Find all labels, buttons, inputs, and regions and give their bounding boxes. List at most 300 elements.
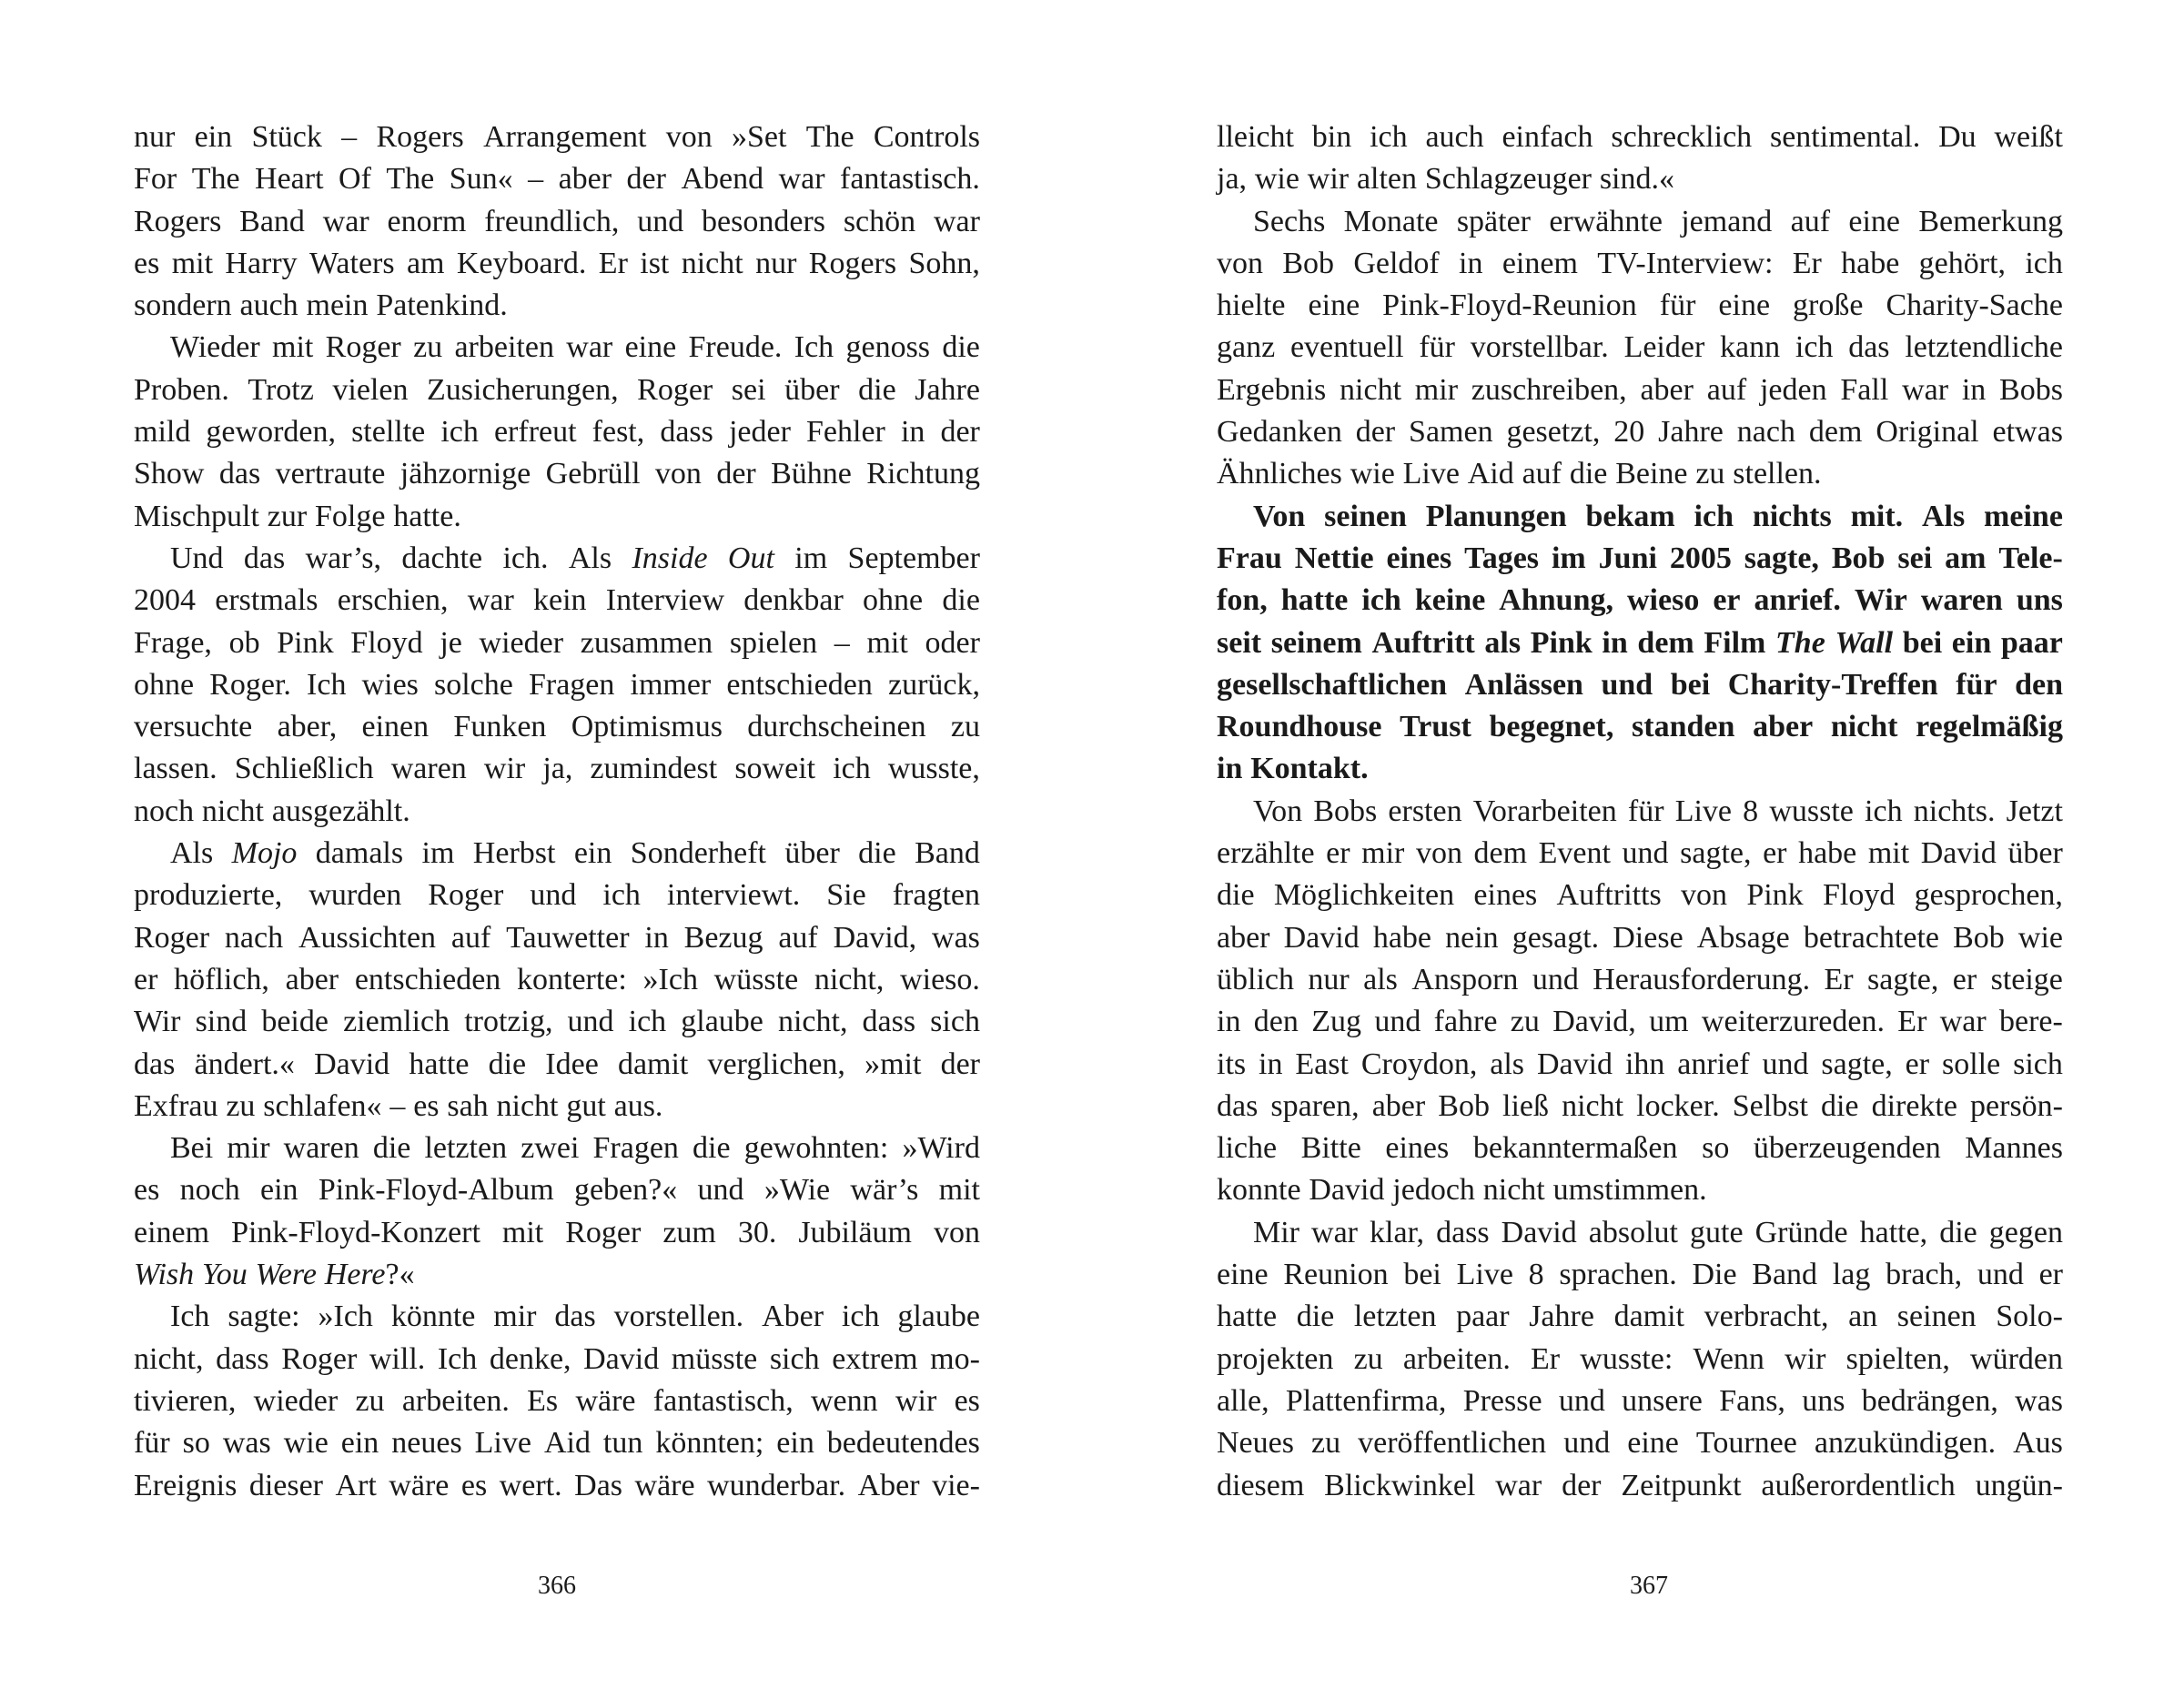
- word: Pink-Floyd-Konzert: [231, 1215, 480, 1249]
- word: absolut: [1588, 1215, 1678, 1249]
- word: Here?«: [324, 1258, 415, 1292]
- word: Bei: [170, 1131, 214, 1166]
- word: damit: [1613, 1300, 1684, 1334]
- word: Bob: [1831, 541, 1886, 575]
- text-line: [1217, 622, 2063, 664]
- text-line: [134, 1128, 980, 1169]
- word: Ansporn: [1411, 962, 1519, 996]
- word: fragten: [892, 878, 980, 913]
- word: vorstellen.: [613, 1300, 744, 1334]
- text-line: [134, 1422, 980, 1464]
- word: von: [654, 457, 702, 491]
- word: zurück,: [887, 667, 980, 702]
- word: extrem: [832, 1341, 918, 1376]
- word: das: [1217, 1088, 1259, 1123]
- text-line: [134, 1044, 980, 1086]
- word: mit: [272, 330, 314, 365]
- word: aber: [1217, 920, 1270, 955]
- word: Optimismus: [571, 710, 723, 744]
- word: Inside: [632, 541, 708, 575]
- word: September: [847, 541, 980, 575]
- word: standen: [1632, 710, 1735, 744]
- word: dass: [1436, 1215, 1490, 1249]
- word: kann: [1720, 330, 1781, 365]
- word: East: [1295, 1047, 1349, 1081]
- word: umstimmen.: [1552, 1173, 1707, 1208]
- word: Ich: [307, 667, 347, 702]
- word: für: [1419, 330, 1455, 365]
- text-line: [1217, 1086, 2063, 1128]
- word: die: [1296, 1300, 1335, 1334]
- word: wie: [1350, 457, 1395, 491]
- word: Zusicherungen,: [427, 372, 619, 407]
- text-line: [1217, 791, 2063, 833]
- word: der: [1562, 1468, 1602, 1502]
- word: lag: [1832, 1258, 1871, 1292]
- word: bedeutendes: [826, 1426, 980, 1461]
- text-line: [134, 116, 980, 158]
- word: eines: [1473, 878, 1538, 913]
- word: Freude.: [688, 330, 783, 365]
- word: war: [467, 583, 514, 618]
- word: Aussichten: [298, 920, 437, 955]
- word: Möglichkeiten: [1273, 878, 1455, 913]
- word: Roger: [325, 330, 401, 365]
- word: paar: [2000, 625, 2063, 660]
- word: Sechs: [1253, 204, 1326, 238]
- word: fahre: [1433, 1005, 1498, 1039]
- word: konterte:: [517, 962, 627, 996]
- word: Pink: [1530, 625, 1592, 660]
- word: und: [1977, 1258, 2024, 1292]
- word: Rogers: [134, 204, 222, 238]
- word: in: [644, 920, 669, 955]
- word: damals: [315, 836, 404, 871]
- word: nicht,: [777, 1005, 848, 1039]
- word: auch: [239, 288, 298, 323]
- word: ließ: [1502, 1088, 1550, 1123]
- word: denke,: [489, 1341, 571, 1376]
- word: Mir: [1253, 1215, 1299, 1249]
- word: etwas: [1992, 415, 2063, 450]
- word: sich: [769, 1341, 820, 1376]
- word: von: [1217, 246, 1263, 280]
- word: das: [218, 457, 261, 491]
- word: Wenn: [1693, 1341, 1764, 1376]
- word: ja,: [1217, 162, 1248, 197]
- word: war: [1902, 372, 1949, 407]
- word: Rogers: [808, 246, 897, 280]
- word: mo-: [930, 1341, 980, 1376]
- word: mir: [1414, 372, 1459, 407]
- word: Sonderheft: [630, 836, 766, 871]
- word: bedrängen,: [1861, 1383, 1998, 1418]
- word: waren: [1920, 583, 2003, 618]
- word: je: [440, 625, 462, 660]
- text-line: [134, 664, 980, 706]
- word: Jubiläum: [798, 1215, 912, 1249]
- word: dem: [1473, 836, 1528, 871]
- word: Were: [255, 1258, 317, 1292]
- word: ich: [841, 1300, 880, 1334]
- word: und: [1762, 1047, 1809, 1081]
- word: üblich: [1217, 962, 1294, 996]
- word: als: [1363, 962, 1398, 996]
- word: Idee: [545, 1047, 599, 1081]
- word: Absage: [1696, 920, 1790, 955]
- word: Pink-Floyd-Reunion: [1382, 288, 1637, 323]
- word: erschien,: [337, 583, 449, 618]
- word: erstmals: [215, 583, 318, 618]
- word: David: [1501, 1215, 1577, 1249]
- word: Band: [239, 204, 305, 238]
- word: 2004: [134, 583, 196, 618]
- word: war: [933, 204, 980, 238]
- word: Ich: [170, 1300, 210, 1334]
- word: nein: [1445, 920, 1499, 955]
- word: Es: [527, 1383, 559, 1418]
- word: Roger: [565, 1215, 642, 1249]
- word: Band: [915, 836, 980, 871]
- word: nicht: [681, 246, 743, 280]
- word: aber: [285, 962, 339, 996]
- word: direkte: [1871, 1088, 1957, 1123]
- word: auf: [1706, 372, 1747, 407]
- word: und: [1532, 962, 1579, 996]
- word: ich: [2025, 246, 2063, 280]
- word: wusste: [1769, 794, 1854, 828]
- word: wieso: [1627, 583, 1700, 618]
- word: gesagt.: [1512, 920, 1600, 955]
- word: zum: [662, 1215, 716, 1249]
- word: in: [1459, 246, 1483, 280]
- word: schrecklich: [1611, 120, 1753, 154]
- word: wurden: [308, 878, 402, 913]
- word: bekam: [1585, 499, 1675, 533]
- word: seinem: [1270, 625, 1362, 660]
- text-line: [134, 496, 980, 538]
- word: es: [134, 1173, 160, 1208]
- word: der: [716, 457, 756, 491]
- word: Proben.: [134, 372, 229, 407]
- word: mit.: [1850, 499, 1904, 533]
- word: sei: [1897, 541, 1933, 575]
- word: Als: [170, 836, 214, 871]
- word: an: [1848, 1300, 1878, 1334]
- word: er: [1326, 836, 1350, 871]
- word: dachte: [401, 541, 483, 575]
- word: unsere: [1622, 1383, 1703, 1418]
- word: glaube: [897, 1300, 980, 1334]
- word: dass: [216, 1341, 269, 1376]
- word: David,: [833, 920, 917, 955]
- word: sentimental.: [1769, 120, 1921, 154]
- word: es: [413, 1088, 440, 1123]
- text-line: [1217, 917, 2063, 959]
- word: die: [1217, 878, 1255, 913]
- word: Roger.: [209, 667, 291, 702]
- word: Tele-: [1998, 541, 2063, 575]
- word: Floyd: [1822, 878, 1896, 913]
- word: mein: [306, 288, 369, 323]
- word: einen: [361, 710, 430, 744]
- word: David,: [1552, 1005, 1636, 1039]
- word: auf: [1790, 204, 1831, 238]
- word: bin: [1311, 120, 1352, 154]
- word: wie: [283, 1426, 329, 1461]
- text-line: [134, 1254, 980, 1296]
- word: habe: [1372, 920, 1432, 955]
- word: das: [1848, 330, 1890, 365]
- word: persön-: [1970, 1088, 2063, 1123]
- word: Roundhouse: [1217, 710, 1382, 744]
- word: eine: [1217, 1258, 1269, 1292]
- word: David: [1920, 836, 1997, 871]
- word: Anlässen: [1464, 667, 1583, 702]
- word: Roger: [134, 920, 210, 955]
- word: David: [1309, 1173, 1385, 1208]
- word: Wir: [1854, 583, 1907, 618]
- word: kein: [533, 583, 587, 618]
- word: war’s,: [305, 541, 382, 575]
- word: Tauwetter: [506, 920, 630, 955]
- word: mit: [501, 1215, 544, 1249]
- word: Live: [1402, 457, 1460, 491]
- word: weißt: [1994, 120, 2063, 154]
- word: its: [1217, 1047, 1247, 1081]
- word: jemand: [1681, 204, 1773, 238]
- word: wir: [1307, 162, 1350, 197]
- word: zusammen: [580, 625, 713, 660]
- word: zur: [267, 499, 308, 533]
- word: Auftritts: [1556, 878, 1662, 913]
- text-line: [1217, 959, 2063, 1001]
- word: nicht: [496, 1088, 559, 1123]
- word: neues: [391, 1426, 462, 1461]
- word: Bitte: [1300, 1131, 1361, 1166]
- word: bekanntermaßen: [1472, 1131, 1678, 1166]
- word: er: [1952, 962, 1977, 996]
- word: den: [1253, 1005, 1299, 1039]
- word: nur: [755, 246, 797, 280]
- text-line: [134, 706, 980, 748]
- word: von: [665, 120, 713, 154]
- word: Jahre: [1529, 1300, 1594, 1334]
- word: Sun«: [449, 162, 513, 197]
- word: Mischpult: [134, 499, 259, 533]
- text-line: [1217, 1001, 2063, 1043]
- word: spielen: [729, 625, 818, 660]
- word: hatte: [1280, 583, 1349, 618]
- word: zu: [1695, 457, 1725, 491]
- word: soweit: [734, 752, 816, 786]
- text-line: [1217, 580, 2063, 622]
- word: Tages: [1464, 541, 1540, 575]
- word: The: [386, 162, 435, 197]
- word: aber: [558, 162, 612, 197]
- word: Roger: [281, 1341, 358, 1376]
- word: nur: [1308, 962, 1350, 996]
- word: freundlich,: [484, 204, 620, 238]
- word: gegen: [1988, 1215, 2063, 1249]
- word: Funken: [453, 710, 547, 744]
- word: jähzornige: [399, 457, 531, 491]
- word: wieso.: [900, 962, 980, 996]
- word: habe: [1841, 246, 1900, 280]
- word: ich.: [502, 541, 549, 575]
- word: ich: [1865, 794, 1903, 828]
- word: nichts: [1752, 499, 1832, 533]
- word: wir: [895, 1383, 937, 1418]
- word: ich: [1361, 583, 1401, 618]
- word: ändert.«: [194, 1047, 295, 1081]
- word: Die: [1692, 1258, 1737, 1292]
- word: Band: [1752, 1258, 1818, 1292]
- word: große: [1793, 288, 1864, 323]
- word: ich: [1694, 499, 1734, 533]
- word: locker.: [1636, 1088, 1720, 1123]
- word: wäre: [634, 1468, 695, 1502]
- word: oder: [925, 625, 980, 660]
- text-line: [134, 748, 980, 790]
- word: ein: [260, 1173, 298, 1208]
- word: die: [372, 1131, 411, 1166]
- word: Bemerkung: [1918, 204, 2063, 238]
- word: uns: [2016, 583, 2063, 618]
- word: –: [834, 625, 850, 660]
- word: Sie: [826, 878, 866, 913]
- word: und: [1601, 667, 1653, 702]
- word: vielen: [332, 372, 409, 407]
- word: einem: [1502, 246, 1578, 280]
- word: hatte,: [1859, 1215, 1928, 1249]
- word: die: [858, 372, 896, 407]
- word: gehört,: [1918, 246, 2007, 280]
- word: Wir: [134, 1005, 181, 1039]
- word: Controls: [873, 120, 980, 154]
- text-line: [1217, 1169, 2063, 1211]
- word: Fehler: [806, 415, 885, 450]
- word: von: [1415, 836, 1462, 871]
- word: 8: [1743, 794, 1759, 828]
- word: nach: [224, 920, 284, 955]
- word: Als: [1921, 499, 1966, 533]
- text-line: [134, 158, 980, 200]
- word: Mojo: [231, 836, 298, 871]
- word: der: [940, 1047, 980, 1081]
- word: wunderbar.: [707, 1468, 846, 1502]
- text-line: [134, 1380, 980, 1422]
- word: auch: [1425, 120, 1484, 154]
- text-line: [1217, 538, 2063, 580]
- word: Heart: [255, 162, 324, 197]
- word: Mannes: [1965, 1131, 2063, 1166]
- word: Bezug: [683, 920, 763, 955]
- word: Schlagzeuger: [1424, 162, 1592, 197]
- word: mit: [171, 246, 214, 280]
- word: Event: [1538, 836, 1611, 871]
- word: ein: [1951, 625, 1992, 660]
- left-page-text: [134, 116, 980, 1507]
- word: alten: [1356, 162, 1418, 197]
- word: entschieden: [354, 962, 501, 996]
- word: wenn: [811, 1383, 878, 1418]
- word: David: [1536, 1047, 1613, 1081]
- word: Rogers: [376, 120, 464, 154]
- word: versuchte: [134, 710, 253, 744]
- word: wie: [1254, 162, 1299, 197]
- word: für: [1956, 667, 1997, 702]
- word: Solo-: [1996, 1300, 2063, 1334]
- word: ist: [640, 246, 670, 280]
- word: hatte: [409, 1047, 470, 1081]
- word: bei: [1670, 667, 1711, 702]
- word: er: [1763, 836, 1787, 871]
- word: so: [182, 1426, 210, 1461]
- word: –: [341, 120, 358, 154]
- word: eines: [1385, 1131, 1450, 1166]
- word: letzten: [424, 1131, 508, 1166]
- word: die: [1820, 1088, 1859, 1123]
- word: sagte:: [228, 1300, 300, 1334]
- word: eine: [1627, 1426, 1679, 1461]
- word: Wieder: [170, 330, 260, 365]
- text-line: [134, 201, 980, 243]
- word: Reunion: [1283, 1258, 1389, 1292]
- word: die: [1569, 457, 1608, 491]
- text-line: [1217, 1296, 2063, 1338]
- word: mild: [134, 415, 191, 450]
- word: bere-: [1999, 1005, 2063, 1039]
- word: Von: [1253, 794, 1303, 828]
- word: Zug: [1311, 1005, 1361, 1039]
- word: einfach: [1502, 120, 1593, 154]
- word: waren: [390, 752, 467, 786]
- word: wie: [2017, 920, 2063, 955]
- word: das: [554, 1300, 596, 1334]
- word: gesetzt,: [1506, 415, 1601, 450]
- word: die: [942, 330, 980, 365]
- word: Fragen: [528, 667, 615, 702]
- word: Das: [574, 1468, 623, 1502]
- word: arbeiten: [454, 330, 554, 365]
- word: schön: [843, 204, 916, 238]
- word: den: [2015, 667, 2063, 702]
- word: solche: [434, 667, 513, 702]
- word: die: [693, 1131, 731, 1166]
- word: Of: [339, 162, 371, 197]
- word: Bob: [1953, 920, 2005, 955]
- text-line: [1217, 1380, 2063, 1422]
- text-line: [1217, 201, 2063, 243]
- word: der: [626, 162, 666, 197]
- word: produzierte,: [134, 878, 283, 913]
- word: keine: [1414, 583, 1486, 618]
- word: wert.: [499, 1468, 562, 1502]
- word: das: [134, 1047, 176, 1081]
- word: brach,: [1886, 1258, 1963, 1292]
- word: über: [2007, 836, 2063, 871]
- word: nicht,: [134, 1341, 204, 1376]
- word: fantastisch,: [652, 1383, 794, 1418]
- word: Presse: [1462, 1383, 1542, 1418]
- word: in: [900, 415, 925, 450]
- word: »Ich: [318, 1300, 373, 1334]
- word: Du: [1938, 120, 1977, 154]
- word: steige: [1990, 962, 2063, 996]
- word: ganz: [1217, 330, 1276, 365]
- word: im: [1551, 541, 1586, 575]
